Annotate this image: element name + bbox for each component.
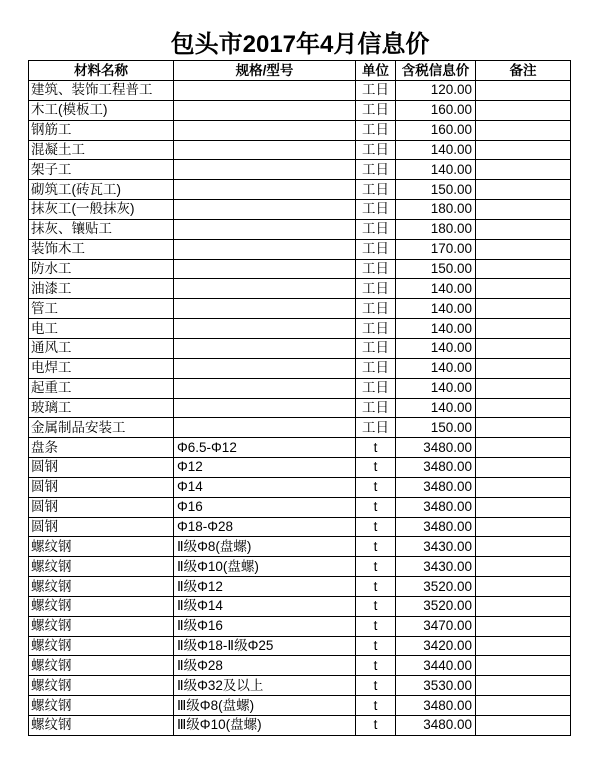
material-name-cell: 电焊工 — [29, 358, 174, 378]
note-cell — [476, 259, 571, 279]
unit-cell: 工日 — [356, 378, 396, 398]
spec-cell: Ⅲ级Φ8(盘螺) — [174, 696, 356, 716]
price-cell: 170.00 — [396, 239, 476, 259]
table-row — [29, 319, 571, 339]
material-name-cell: 装饰木工 — [29, 239, 174, 259]
header-material-name: 材料名称 — [29, 61, 174, 81]
unit-cell: 工日 — [356, 418, 396, 438]
unit-cell: t — [356, 438, 396, 458]
material-name-cell: 螺纹钢 — [29, 596, 174, 616]
unit-cell: t — [356, 577, 396, 597]
material-name-cell: 玻璃工 — [29, 398, 174, 418]
material-name-cell: 建筑、装饰工程普工 — [29, 81, 174, 101]
price-cell: 3480.00 — [396, 497, 476, 517]
price-cell: 140.00 — [396, 358, 476, 378]
note-cell — [476, 239, 571, 259]
table-row — [29, 100, 571, 120]
table-row — [29, 398, 571, 418]
note-cell — [476, 100, 571, 120]
table-row — [29, 577, 571, 597]
spec-cell — [174, 81, 356, 101]
unit-cell: 工日 — [356, 160, 396, 180]
price-cell: 150.00 — [396, 180, 476, 200]
header-price: 含税信息价 — [396, 61, 476, 81]
material-name-cell: 电工 — [29, 319, 174, 339]
spec-cell — [174, 160, 356, 180]
unit-cell: 工日 — [356, 319, 396, 339]
price-cell: 3480.00 — [396, 517, 476, 537]
spec-cell — [174, 100, 356, 120]
note-cell — [476, 458, 571, 478]
table-row — [29, 358, 571, 378]
unit-cell: 工日 — [356, 120, 396, 140]
spec-cell — [174, 200, 356, 220]
spec-cell: Ⅱ级Φ12 — [174, 577, 356, 597]
price-cell: 140.00 — [396, 338, 476, 358]
spec-cell: Ⅱ级Φ8(盘螺) — [174, 537, 356, 557]
spec-cell — [174, 120, 356, 140]
table-row — [29, 716, 571, 736]
note-cell — [476, 477, 571, 497]
note-cell — [476, 398, 571, 418]
spec-cell — [174, 279, 356, 299]
note-cell — [476, 636, 571, 656]
price-cell: 160.00 — [396, 100, 476, 120]
page-title: 包头市2017年4月信息价 — [170, 31, 430, 58]
note-cell — [476, 160, 571, 180]
spec-cell — [174, 219, 356, 239]
unit-cell: 工日 — [356, 180, 396, 200]
unit-cell: 工日 — [356, 100, 396, 120]
price-cell: 3480.00 — [396, 438, 476, 458]
spec-cell — [174, 259, 356, 279]
material-name-cell: 防水工 — [29, 259, 174, 279]
price-cell: 180.00 — [396, 219, 476, 239]
material-name-cell: 螺纹钢 — [29, 616, 174, 636]
material-name-cell: 圆钢 — [29, 458, 174, 478]
table-row — [29, 438, 571, 458]
table-row — [29, 140, 571, 160]
unit-cell: 工日 — [356, 398, 396, 418]
spec-cell — [174, 299, 356, 319]
spec-cell: Φ18-Φ28 — [174, 517, 356, 537]
price-cell: 150.00 — [396, 418, 476, 438]
price-cell: 140.00 — [396, 279, 476, 299]
note-cell — [476, 338, 571, 358]
price-cell: 3430.00 — [396, 537, 476, 557]
note-cell — [476, 696, 571, 716]
price-cell: 140.00 — [396, 398, 476, 418]
material-name-cell: 螺纹钢 — [29, 716, 174, 736]
note-cell — [476, 200, 571, 220]
note-cell — [476, 219, 571, 239]
unit-cell: 工日 — [356, 299, 396, 319]
material-name-cell: 抹灰、镶贴工 — [29, 219, 174, 239]
note-cell — [476, 81, 571, 101]
note-cell — [476, 676, 571, 696]
unit-cell: 工日 — [356, 338, 396, 358]
spec-cell: Ⅱ级Φ18-Ⅱ级Φ25 — [174, 636, 356, 656]
unit-cell: t — [356, 537, 396, 557]
price-cell: 3480.00 — [396, 477, 476, 497]
material-name-cell: 钢筋工 — [29, 120, 174, 140]
unit-cell: t — [356, 656, 396, 676]
unit-cell: t — [356, 596, 396, 616]
spec-cell — [174, 180, 356, 200]
table-header-row — [29, 61, 571, 81]
unit-cell: t — [356, 497, 396, 517]
spec-cell: Φ12 — [174, 458, 356, 478]
material-name-cell: 管工 — [29, 299, 174, 319]
unit-cell: 工日 — [356, 140, 396, 160]
note-cell — [476, 140, 571, 160]
spec-cell: Φ6.5-Φ12 — [174, 438, 356, 458]
note-cell — [476, 279, 571, 299]
spec-cell: Ⅱ级Φ28 — [174, 656, 356, 676]
material-name-cell: 圆钢 — [29, 477, 174, 497]
note-cell — [476, 378, 571, 398]
material-name-cell: 螺纹钢 — [29, 696, 174, 716]
spec-cell: Ⅱ级Φ32及以上 — [174, 676, 356, 696]
header-unit: 单位 — [356, 61, 396, 81]
table-row — [29, 299, 571, 319]
unit-cell: t — [356, 676, 396, 696]
unit-cell: t — [356, 636, 396, 656]
price-cell: 140.00 — [396, 140, 476, 160]
material-name-cell: 抹灰工(一般抹灰) — [29, 200, 174, 220]
price-cell: 140.00 — [396, 160, 476, 180]
table-row — [29, 120, 571, 140]
material-name-cell: 螺纹钢 — [29, 557, 174, 577]
spec-cell — [174, 418, 356, 438]
material-name-cell: 螺纹钢 — [29, 636, 174, 656]
table-row — [29, 160, 571, 180]
material-name-cell: 油漆工 — [29, 279, 174, 299]
material-name-cell: 螺纹钢 — [29, 577, 174, 597]
material-name-cell: 木工(模板工) — [29, 100, 174, 120]
table-row — [29, 279, 571, 299]
spec-cell — [174, 378, 356, 398]
table-row — [29, 557, 571, 577]
note-cell — [476, 438, 571, 458]
note-cell — [476, 358, 571, 378]
note-cell — [476, 180, 571, 200]
material-name-cell: 架子工 — [29, 160, 174, 180]
unit-cell: t — [356, 616, 396, 636]
table-row — [29, 596, 571, 616]
unit-cell: 工日 — [356, 81, 396, 101]
material-name-cell: 螺纹钢 — [29, 676, 174, 696]
note-cell — [476, 319, 571, 339]
price-cell: 180.00 — [396, 200, 476, 220]
unit-cell: 工日 — [356, 279, 396, 299]
price-cell: 120.00 — [396, 81, 476, 101]
unit-cell: 工日 — [356, 239, 396, 259]
material-name-cell: 通风工 — [29, 338, 174, 358]
note-cell — [476, 299, 571, 319]
unit-cell: 工日 — [356, 219, 396, 239]
unit-cell: 工日 — [356, 200, 396, 220]
price-cell: 3520.00 — [396, 596, 476, 616]
note-cell — [476, 120, 571, 140]
table-row — [29, 338, 571, 358]
unit-cell: t — [356, 458, 396, 478]
table-row — [29, 497, 571, 517]
unit-cell: t — [356, 557, 396, 577]
price-cell: 3420.00 — [396, 636, 476, 656]
table-row — [29, 477, 571, 497]
table-row — [29, 616, 571, 636]
spec-cell: Ⅲ级Φ10(盘螺) — [174, 716, 356, 736]
table-row — [29, 180, 571, 200]
note-cell — [476, 537, 571, 557]
price-cell: 3480.00 — [396, 696, 476, 716]
price-cell: 3430.00 — [396, 557, 476, 577]
unit-cell: 工日 — [356, 259, 396, 279]
table-row — [29, 81, 571, 101]
material-name-cell: 混凝土工 — [29, 140, 174, 160]
spec-cell — [174, 358, 356, 378]
spec-cell — [174, 140, 356, 160]
note-cell — [476, 716, 571, 736]
material-name-cell: 盘条 — [29, 438, 174, 458]
table-row — [29, 378, 571, 398]
unit-cell: t — [356, 477, 396, 497]
unit-cell: 工日 — [356, 358, 396, 378]
table-row — [29, 537, 571, 557]
spec-cell — [174, 398, 356, 418]
material-name-cell: 圆钢 — [29, 517, 174, 537]
spec-cell: Ⅱ级Φ16 — [174, 616, 356, 636]
price-cell: 3480.00 — [396, 458, 476, 478]
note-cell — [476, 497, 571, 517]
spec-cell: Φ16 — [174, 497, 356, 517]
spec-cell — [174, 239, 356, 259]
table-row — [29, 458, 571, 478]
spec-cell — [174, 338, 356, 358]
price-cell: 3480.00 — [396, 716, 476, 736]
note-cell — [476, 616, 571, 636]
note-cell — [476, 656, 571, 676]
note-cell — [476, 557, 571, 577]
table-row — [29, 200, 571, 220]
table-row — [29, 418, 571, 438]
price-cell: 140.00 — [396, 378, 476, 398]
unit-cell: t — [356, 517, 396, 537]
table-row — [29, 636, 571, 656]
price-cell: 3530.00 — [396, 676, 476, 696]
header-note: 备注 — [476, 61, 571, 81]
table-row — [29, 517, 571, 537]
table-row — [29, 239, 571, 259]
price-cell: 3520.00 — [396, 577, 476, 597]
header-spec: 规格/型号 — [174, 61, 356, 81]
spec-cell: Φ14 — [174, 477, 356, 497]
material-name-cell: 起重工 — [29, 378, 174, 398]
spec-cell: Ⅱ级Φ14 — [174, 596, 356, 616]
material-name-cell: 圆钢 — [29, 497, 174, 517]
table-row — [29, 656, 571, 676]
price-cell: 160.00 — [396, 120, 476, 140]
price-cell: 3470.00 — [396, 616, 476, 636]
unit-cell: t — [356, 716, 396, 736]
table-row — [29, 676, 571, 696]
note-cell — [476, 577, 571, 597]
note-cell — [476, 418, 571, 438]
material-name-cell: 螺纹钢 — [29, 537, 174, 557]
note-cell — [476, 596, 571, 616]
price-cell: 140.00 — [396, 299, 476, 319]
material-name-cell: 金属制品安装工 — [29, 418, 174, 438]
table-row — [29, 259, 571, 279]
price-cell: 150.00 — [396, 259, 476, 279]
spec-cell: Ⅱ级Φ10(盘螺) — [174, 557, 356, 577]
table-row — [29, 219, 571, 239]
note-cell — [476, 517, 571, 537]
table-row — [29, 696, 571, 716]
price-cell: 140.00 — [396, 319, 476, 339]
material-name-cell: 砌筑工(砖瓦工) — [29, 180, 174, 200]
price-cell: 3440.00 — [396, 656, 476, 676]
spec-cell — [174, 319, 356, 339]
price-table — [28, 60, 571, 736]
unit-cell: t — [356, 696, 396, 716]
material-name-cell: 螺纹钢 — [29, 656, 174, 676]
